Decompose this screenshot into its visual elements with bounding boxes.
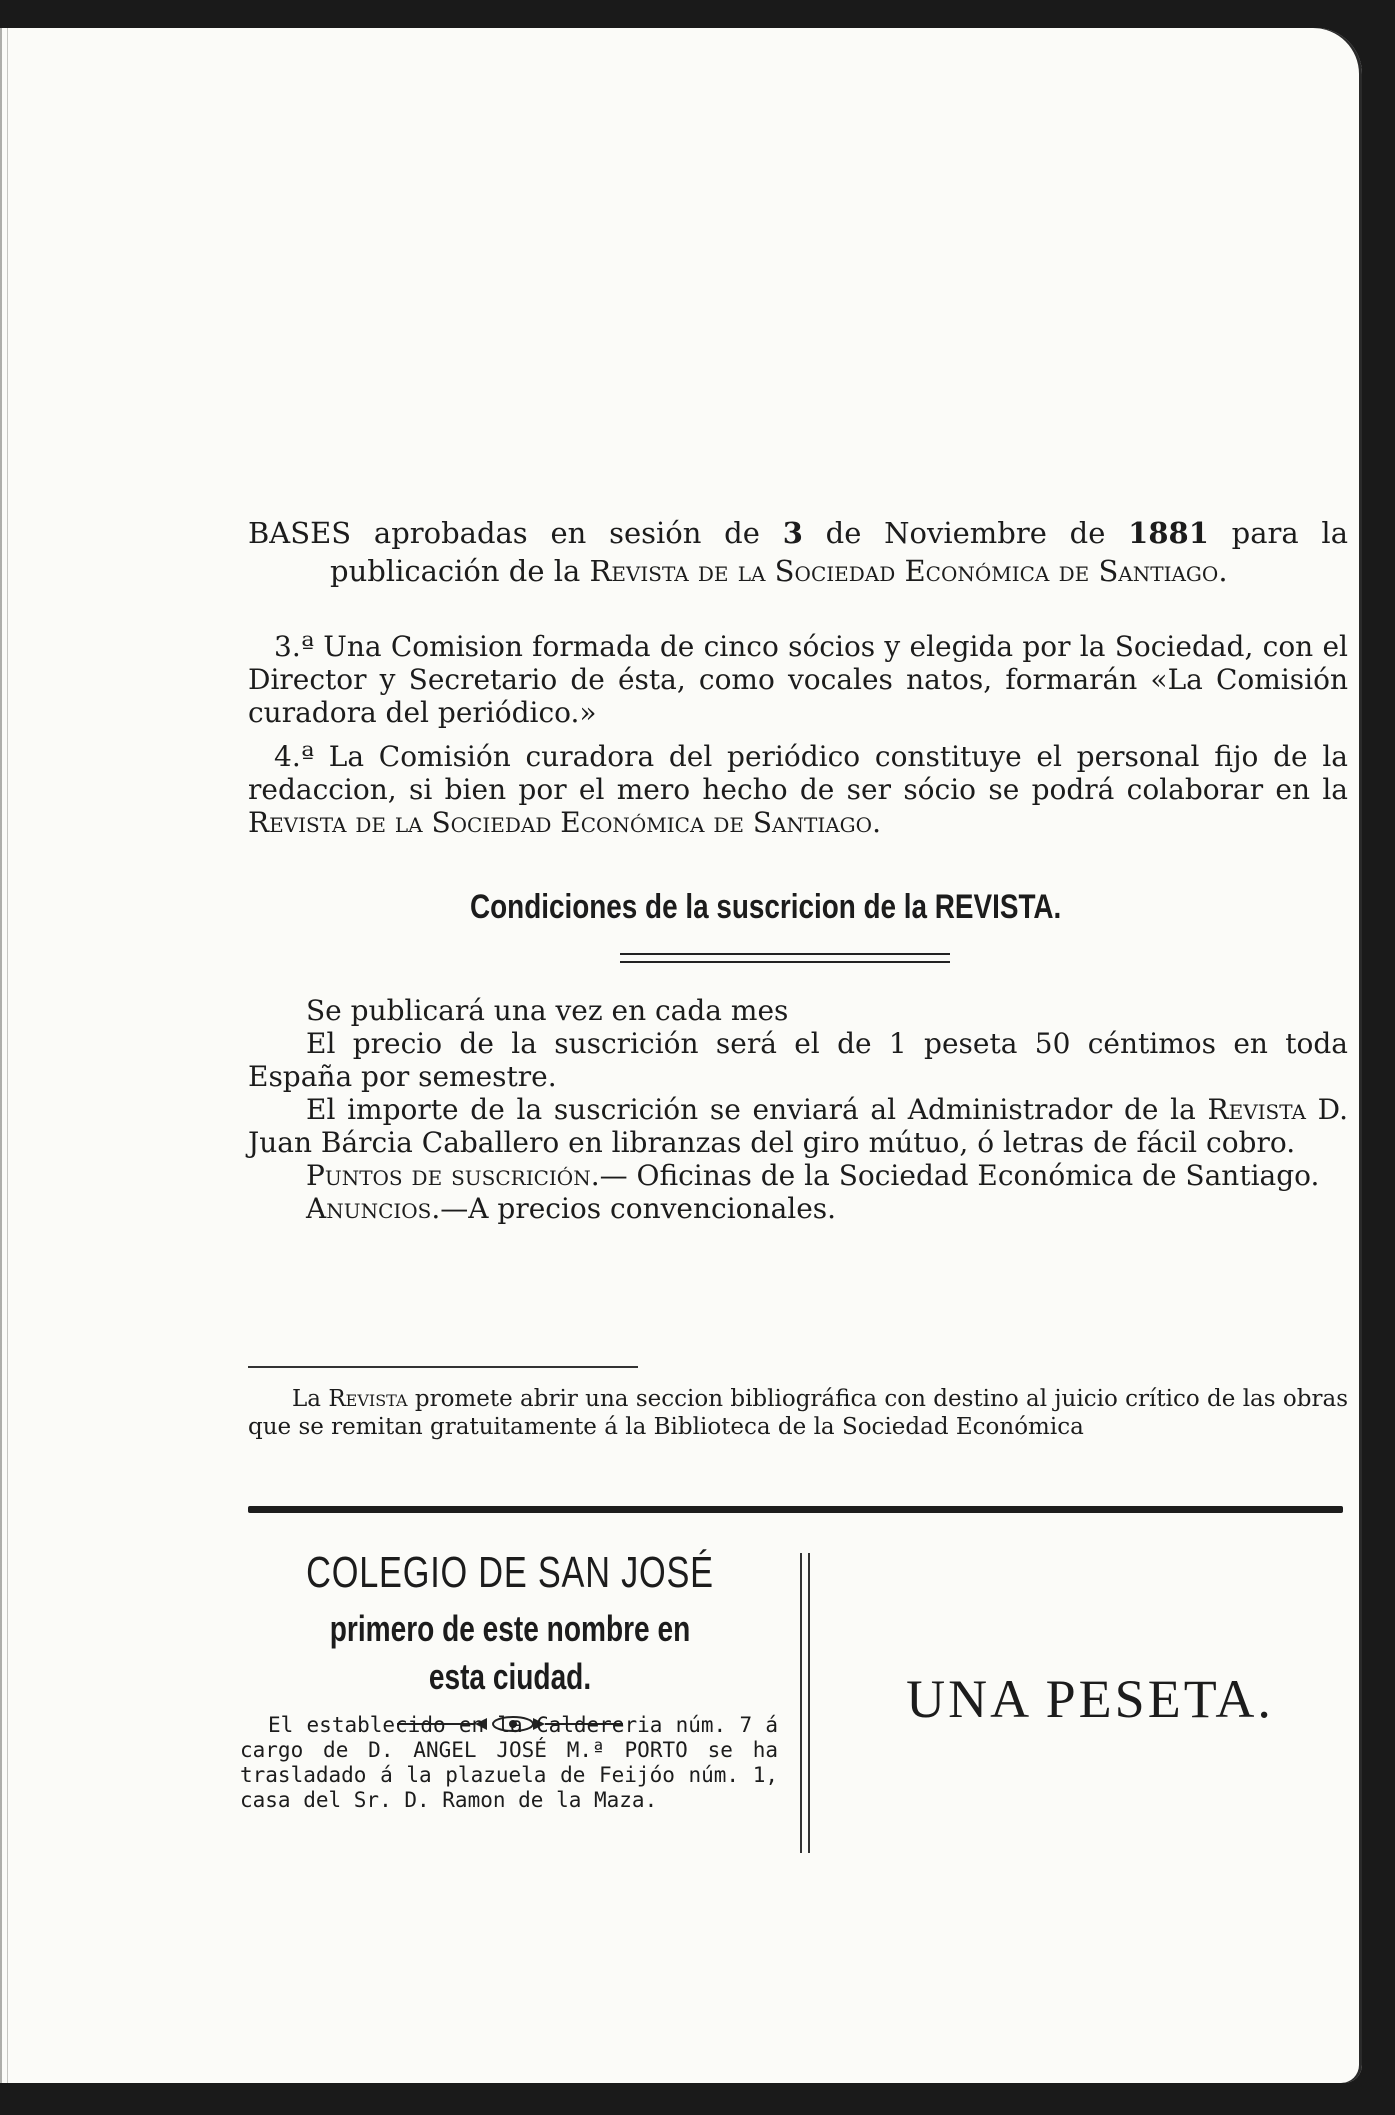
condition-frequency: Se publicará una vez en cada mes — [306, 994, 789, 1027]
page-edge — [0, 28, 16, 2083]
colegio-ad — [240, 1545, 780, 1735]
condition-points: Puntos de suscrición.— Oficinas de la Sociedad Económica de Santiago. — [306, 1159, 1320, 1192]
price-ad: UNA PESETA. — [906, 1669, 1274, 1729]
conditions-title: Condiciones de la suscricion de la REVISTA. — [470, 888, 1062, 926]
clause-3-text: Una Comision formada de cinco sócios y elegida por la Sociedad, con el Director y Secretario de ésta, como vocales natos, formarán «La Comisión curadora del periódico.» — [248, 630, 1348, 729]
bases-heading-line2: publicación de la Revista de la Sociedad Económica de Santiago. — [330, 554, 1228, 588]
condition-payment: El importe de la suscrición se enviará al Administrador de la Revista D. Juan Bárcia Caballero en libranzas del giro mútuo, ó letras de fácil cobro. — [248, 1093, 1348, 1159]
section-rule — [248, 1366, 638, 1368]
bases-heading — [248, 514, 1348, 590]
clause-4 — [248, 740, 1348, 839]
clause-4-number: 4.ª — [274, 740, 315, 773]
condition-ads: Anuncios.—A precios convencionales. — [306, 1192, 837, 1225]
condition-price: El precio de la suscrición será el de 1 peseta 50 céntimos en toda España por semestre. — [248, 1027, 1348, 1093]
clause-4-text: La Comisión curadora del periódico constituye el personal fijo de la redaccion, si bien por el mero hecho de ser sócio se podrá colaborar en la Revista de la Sociedad Económica de Santiago. — [248, 740, 1349, 839]
heavy-rule — [248, 1506, 1343, 1513]
conditions-list — [248, 994, 1348, 1225]
clause-3-number: 3.ª — [274, 630, 315, 663]
bibliography-note: La Revista promete abrir una seccion bibliográfica con destino al juicio crítico de las obras que se remitan gratuitamente á la Biblioteca de la Sociedad Económica — [248, 1386, 1348, 1440]
double-rule — [620, 953, 950, 963]
colegio-body: El establecido en la Caldereria núm. 7 á cargo de D. ANGEL JOSÉ M.ª PORTO se ha trasladado á la plazuela de Feijóo núm. 1, casa del Sr. D. Ramon de la Maza. — [240, 1713, 778, 1812]
clause-3 — [248, 630, 1348, 729]
colegio-subtitle: primero de este nombre en esta ciudad. — [329, 1608, 691, 1697]
colegio-title: COLEGIO DE SAN JOSÉ — [306, 1548, 714, 1597]
column-divider — [800, 1553, 810, 1853]
bases-heading-line1: BASES aprobadas en sesión de 3 de Noviembre de 1881 para la — [248, 516, 1348, 550]
